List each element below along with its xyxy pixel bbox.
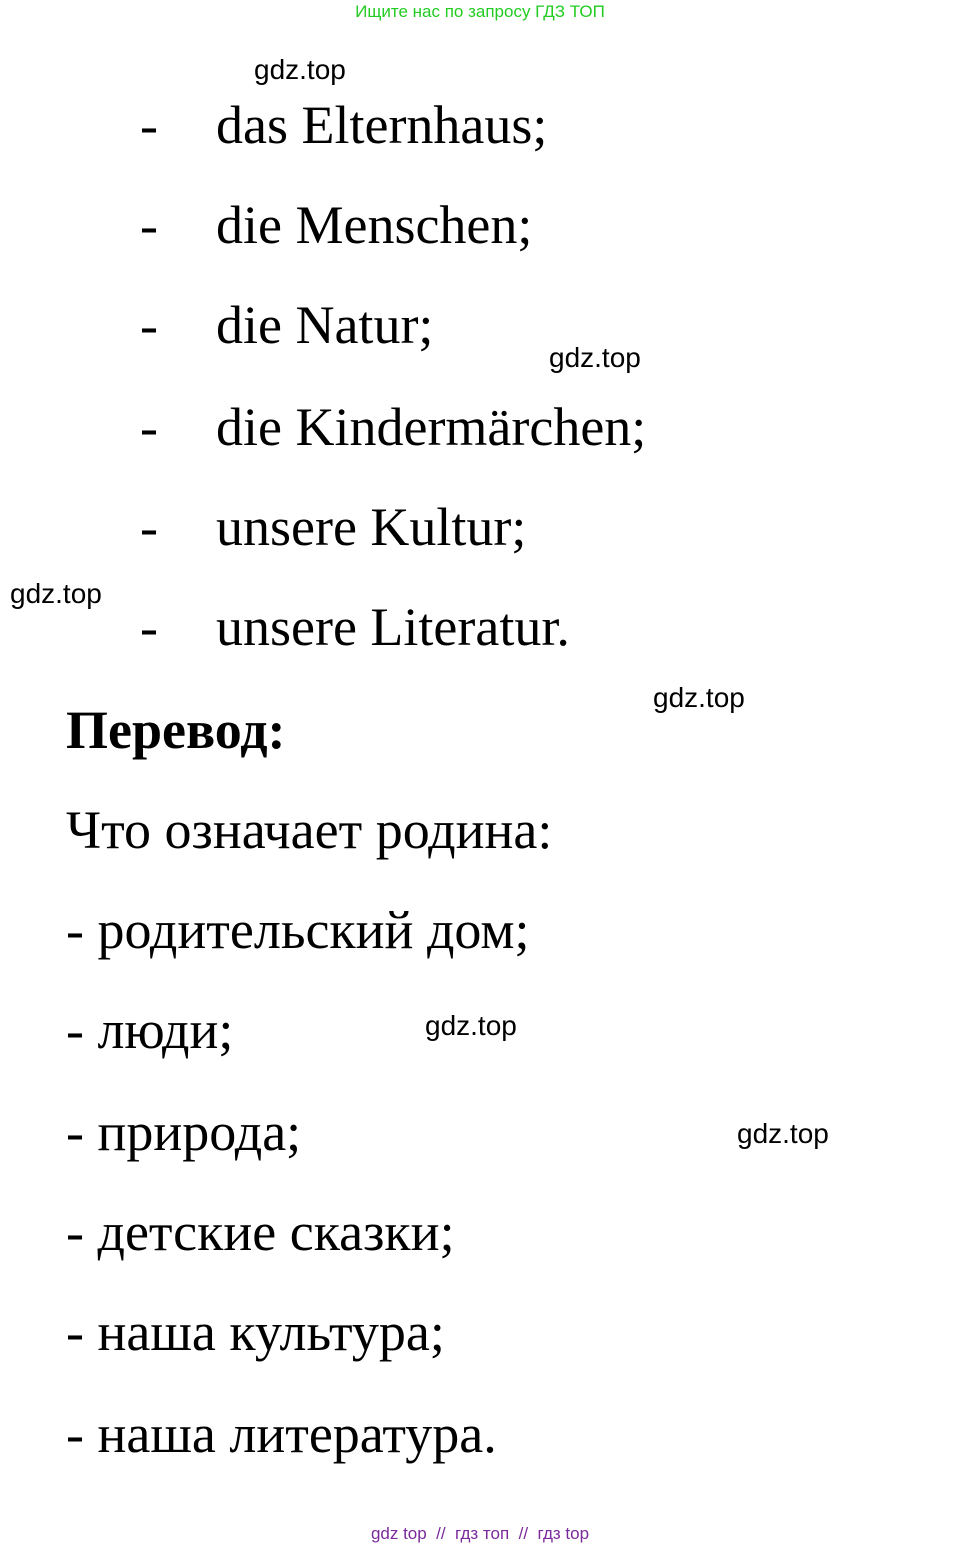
watermark: gdz.top [10, 578, 102, 609]
list-dash: - [140, 295, 158, 355]
translation-question: Что означает родина: [66, 800, 553, 860]
list-item [0, 597, 960, 657]
list-item: - детские сказки; [66, 1202, 455, 1262]
list-dash: - [140, 195, 158, 255]
list-item: - природа; [66, 1102, 302, 1162]
watermark: gdz.top [549, 342, 641, 373]
list-item-text: die Menschen; [216, 195, 533, 255]
footer: gdz top // гдз топ // гдз top [370, 1524, 590, 1543]
list-item: - наша литература. [66, 1404, 497, 1464]
list-item-text: das Elternhaus; [216, 95, 548, 155]
list-item-text: die Kindermärchen; [216, 397, 647, 457]
list-item: - люди; [66, 1000, 234, 1060]
watermark: gdz.top [425, 1010, 517, 1041]
top-banner: Ищите нас по запросу ГДЗ ТОП [355, 2, 605, 21]
list-dash: - [140, 597, 158, 657]
list-dash: - [140, 95, 158, 155]
list-item-text: die Natur; [216, 295, 434, 355]
watermark: gdz.top [737, 1118, 829, 1149]
list-item-text: unsere Kultur; [216, 497, 527, 557]
translation-heading: Перевод: [66, 700, 286, 760]
list-dash: - [140, 397, 158, 457]
watermark: gdz.top [254, 54, 346, 85]
watermark: gdz.top [653, 682, 745, 713]
list-item [0, 397, 960, 457]
list-item: - родительский дом; [66, 900, 530, 960]
list-item [0, 295, 960, 355]
list-item-text: unsere Literatur. [216, 597, 570, 657]
list-dash: - [140, 497, 158, 557]
list-item [0, 497, 960, 557]
list-item: - наша культура; [66, 1302, 445, 1362]
list-item [0, 195, 960, 255]
list-item [0, 95, 960, 155]
